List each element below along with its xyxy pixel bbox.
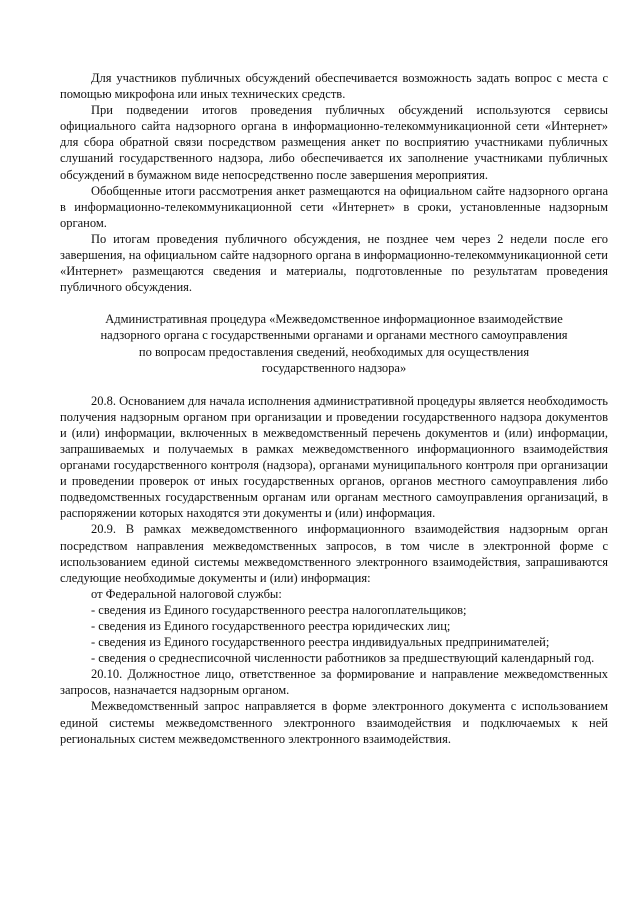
list-item-taxpayers: - сведения из Единого государственного реестра налогоплательщиков;: [91, 602, 467, 617]
heading-line-1: Административная процедура «Межведомственное информационное взаимодействие: [105, 312, 563, 327]
paragraph-20-10: 20.10. Должностное лицо, ответственное за формирование и направление межведомственных запросов, назначается надзорным органом.: [60, 667, 608, 698]
paragraph-20-9: 20.9. В рамках межведомственного информационного взаимодействия надзорным орган посредством направления межведомственных запросов, в том числе в электронной форме с использованием единой системы межведомственного электронного взаимодействия, запрашиваются следующие необходимые документы и (или) информация:: [60, 522, 608, 585]
paragraph-survey-summary: Обобщенные итоги рассмотрения анкет размещаются на официальном сайте надзорного органа в информационно-телекоммуникационной сети «Интернет» в сроки, установленные надзорным органом.: [60, 183, 608, 230]
paragraph-publication-deadline: По итогам проведения публичного обсуждения, не позднее чем через 2 недели после его завершения, на официальном сайте надзорного органа в информационно-телекоммуникационной сети «Интернет» размещаются сведения и материалы, подготовленные по результатам проведения публичного обсуждения.: [60, 231, 608, 295]
heading-line-4: государственного надзора»: [261, 360, 407, 375]
list-item-legal-entities: - сведения из Единого государственного реестра юридических лиц;: [91, 619, 451, 633]
heading-line-3: по вопросам предоставления сведений, необходимых для осуществления: [138, 344, 530, 359]
paragraph-fns: от Федеральной налоговой службы:: [91, 586, 282, 601]
paragraph-microphone: Для участников публичных обсуждений обеспечивается возможность задать вопрос с места с помощью микрофона или иных технических средств.: [60, 71, 608, 102]
list-item-entrepreneurs: - сведения из Единого государственного реестра индивидуальных предпринимателей;: [91, 635, 550, 650]
paragraph-electronic-request: Межведомственный запрос направляется в форме электронного документа с использованием единой системы межведомственного электронного взаимодействия и подключаемых к ней региональных систем межведомственного электронного взаимодействия.: [60, 699, 608, 746]
heading-line-2: надзорного органа с государственными органами и органами местного самоуправления: [100, 328, 568, 343]
paragraph-results-survey: При подведении итогов проведения публичных обсуждений используются сервисы официального сайта надзорного органа в информационно-телекоммуникационной сети «Интернет» для сбора обратной связи посредством размещения анкет по восприятию участниками публичных слушаний государственного надзора, либо обеспечивается их заполнение участниками публичных обсуждений в бумажном виде непосредственно после завершения мероприятия.: [60, 103, 608, 182]
section-heading: [60, 311, 608, 375]
paragraph-20-8: 20.8. Основанием для начала исполнения административной процедуры является необходимость получения надзорным органом при организации и проведении государственного надзора документов и (или) информации, включенных в межведомственный перечень документов и (или) информации, запрашиваемых и получаемых в рамках межведомственного информационного взаимодействия органами государственного контроля (надзора), органами муниципального контроля при организации и проведении проверок от иных государственных органов, органов местного самоуправления либо подведомственных государственным органам или органам местного самоуправления организаций, в распоряжении которых находятся эти документы и (или) информация.: [60, 393, 608, 521]
list-item-headcount: - сведения о среднесписочной численности работников за предшествующий календарный год.: [91, 651, 595, 666]
